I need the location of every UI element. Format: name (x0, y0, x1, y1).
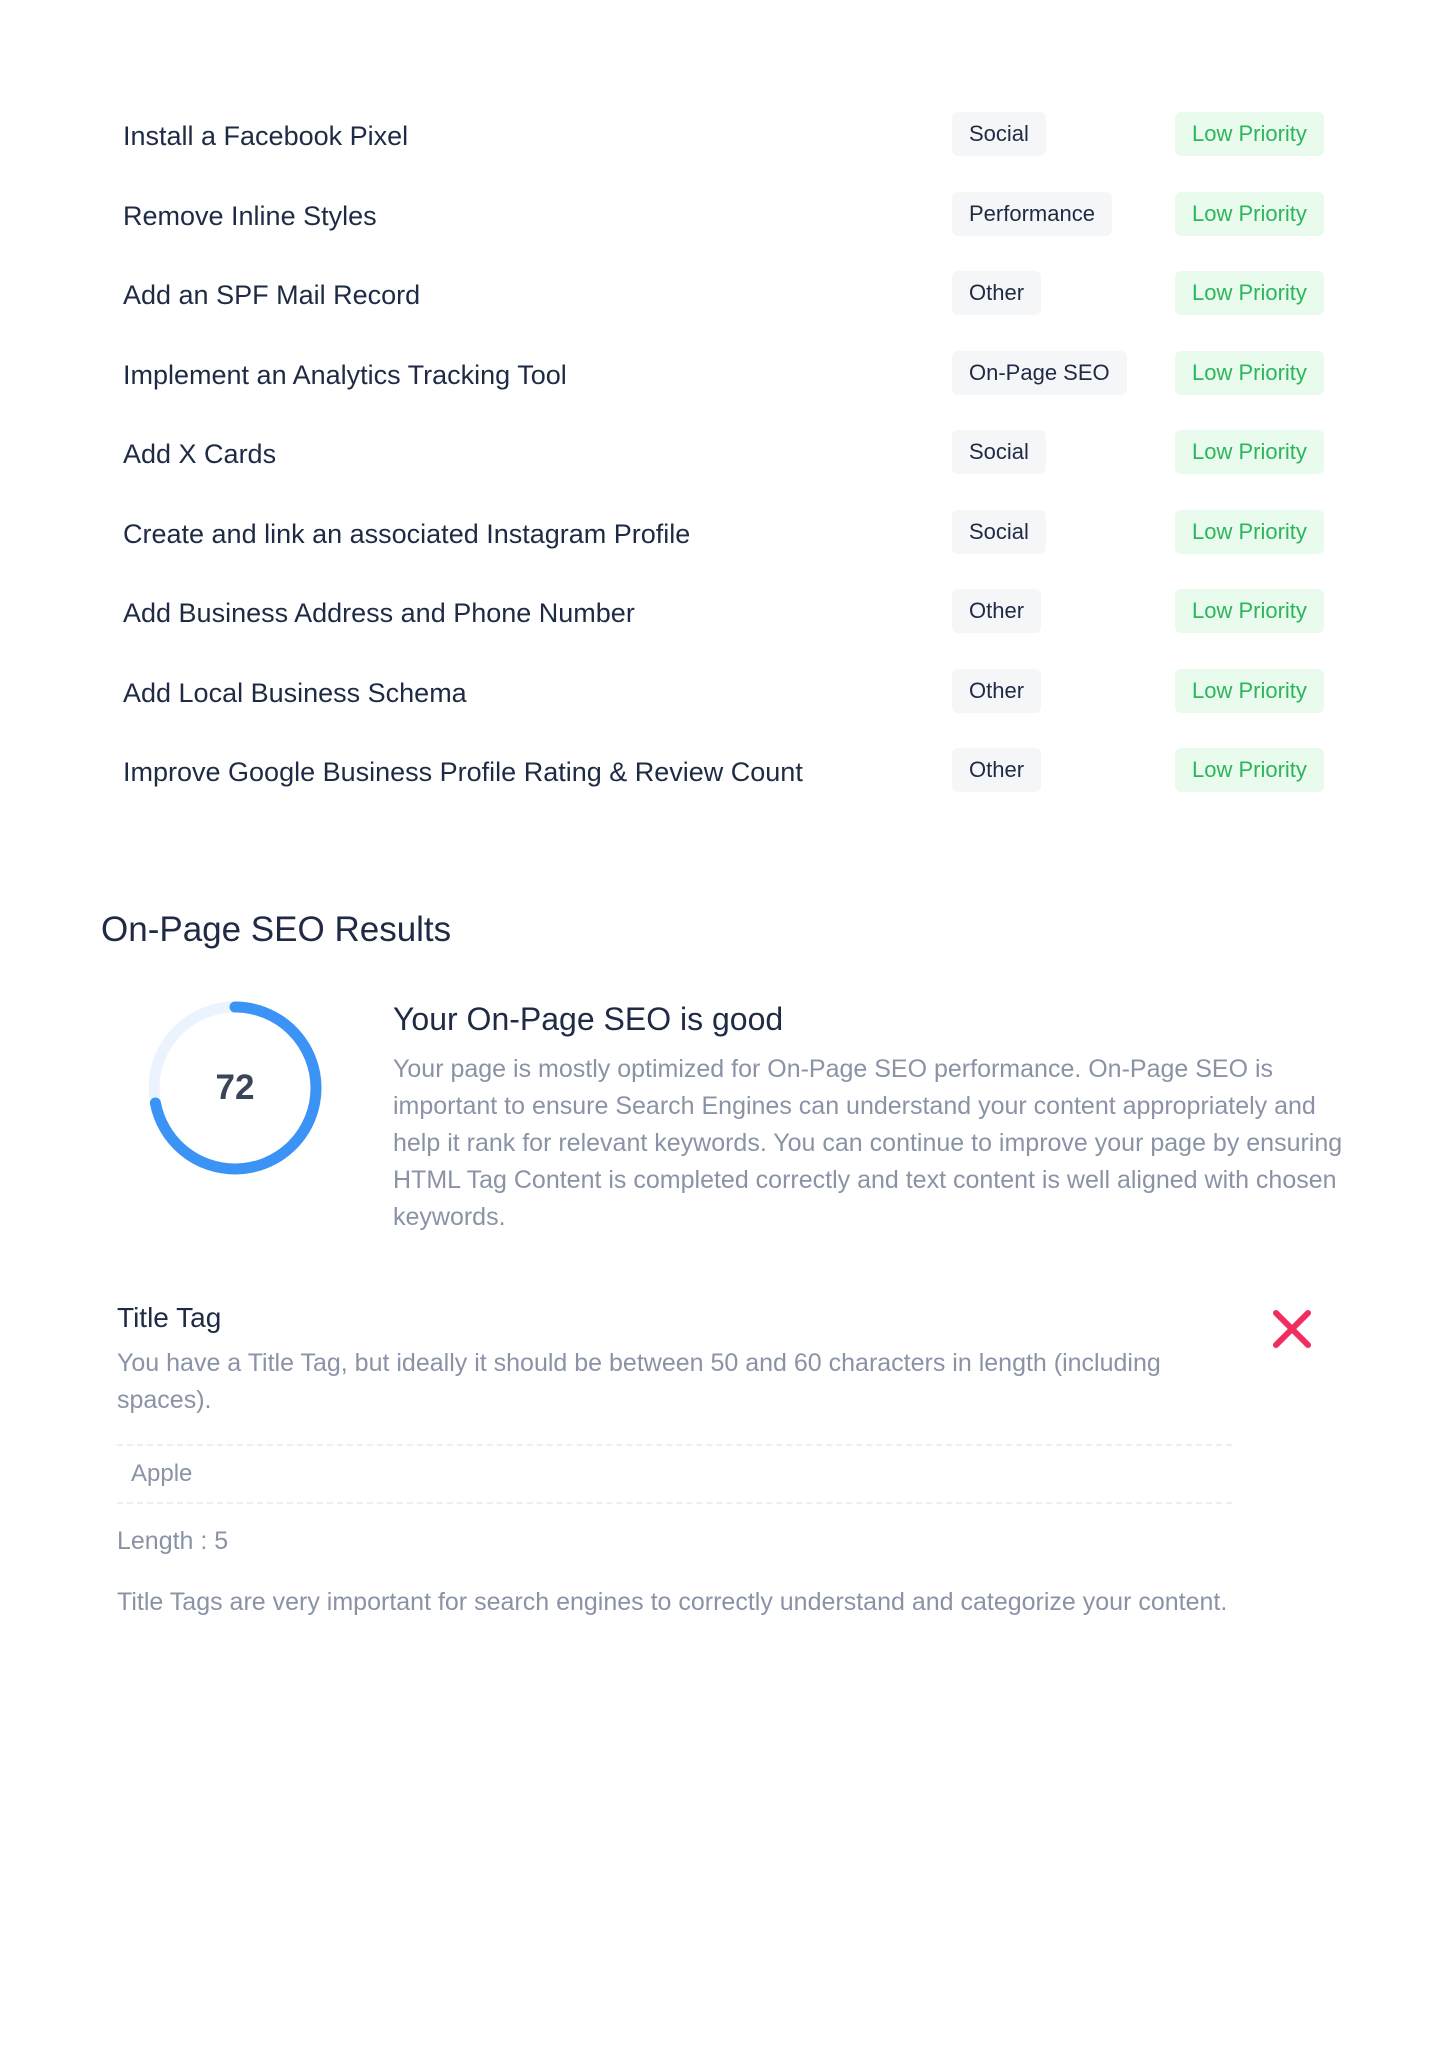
category-badge: Other (952, 669, 1041, 713)
recommendation-row (123, 669, 1338, 749)
recommendation-title: Install a Facebook Pixel (123, 121, 409, 151)
recommendation-title: Add Business Address and Phone Number (123, 598, 635, 628)
recommendation-title: Implement an Analytics Tracking Tool (123, 359, 567, 390)
recommendation-row (123, 351, 1338, 431)
category-badge: Other (952, 748, 1041, 792)
recommendation-row (123, 748, 1338, 828)
category-badge: Other (952, 589, 1041, 633)
title-tag-description: You have a Title Tag, but ideally it should be between 50 and 60 characters in length (including spaces). (117, 1349, 1161, 1414)
title-tag-value: Apple (131, 1460, 193, 1487)
priority-badge: Low Priority (1175, 430, 1324, 474)
priority-badge: Low Priority (1175, 271, 1324, 315)
category-badge: Social (952, 430, 1046, 474)
recommendation-title: Add Local Business Schema (123, 677, 467, 708)
category-badge: Other (952, 271, 1041, 315)
recommendation-title: Create and link an associated Instagram Profile (123, 518, 691, 549)
category-badge: Social (952, 510, 1046, 554)
score-gauge (145, 998, 325, 1178)
recommendation-title: Remove Inline Styles (123, 200, 377, 231)
category-badge: On-Page SEO (952, 351, 1127, 395)
recommendation-title: Add an SPF Mail Record (123, 280, 421, 310)
priority-badge: Low Priority (1175, 192, 1324, 236)
title-tag-value-box (117, 1444, 1232, 1504)
recommendation-title: Improve Google Business Profile Rating & Review Count (123, 757, 803, 787)
priority-badge: Low Priority (1175, 112, 1324, 156)
category-badge: Social (952, 112, 1046, 156)
recommendation-row (123, 430, 1338, 510)
recommendation-row (123, 112, 1338, 192)
summary-text: Your page is mostly optimized for On-Page SEO performance. On-Page SEO is important to ensure Search Engines can understand your content appropriately and help it rank for relevant keywords. You can continue to improve your page by ensuring HTML Tag Content is completed correctly and text content is well aligned with chosen keywords. (393, 1055, 1343, 1231)
title-tag-note: Title Tags are very important for search engines to correctly understand and categorize your content. (117, 1588, 1228, 1616)
priority-badge: Low Priority (1175, 589, 1324, 633)
close-icon (1270, 1307, 1314, 1351)
priority-badge: Low Priority (1175, 510, 1324, 554)
title-tag-heading: Title Tag (117, 1302, 222, 1333)
category-badge: Performance (952, 192, 1112, 236)
recommendation-row (123, 192, 1338, 272)
priority-badge: Low Priority (1175, 669, 1324, 713)
title-tag-length: Length : 5 (117, 1527, 229, 1555)
recommendation-row (123, 510, 1338, 590)
section-title: On-Page SEO Results (101, 910, 452, 949)
priority-badge: Low Priority (1175, 351, 1324, 395)
recommendation-row (123, 589, 1338, 669)
recommendation-list (123, 112, 1338, 828)
recommendation-title: Add X Cards (123, 439, 277, 469)
score-value: 72 (215, 1068, 255, 1107)
priority-badge: Low Priority (1175, 748, 1324, 792)
recommendation-row (123, 271, 1338, 351)
summary-title: Your On-Page SEO is good (393, 1001, 784, 1037)
